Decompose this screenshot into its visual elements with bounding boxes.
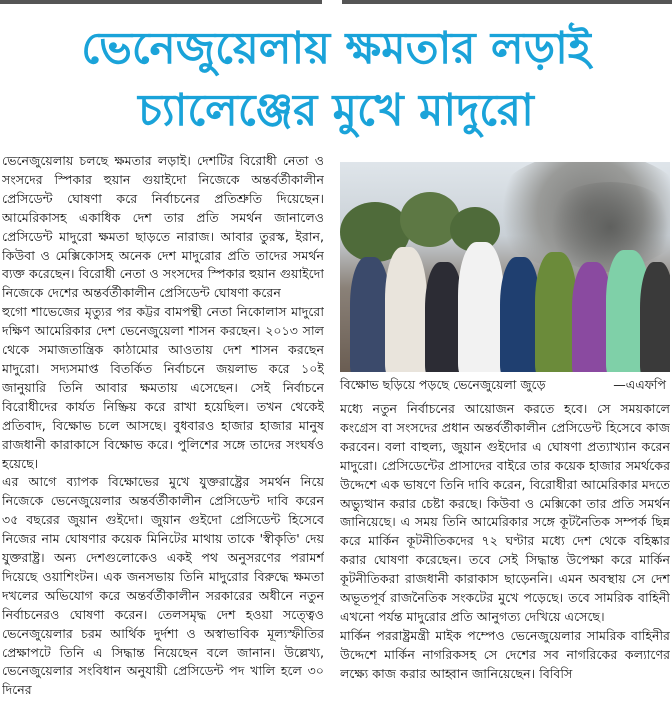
right-column [340,400,670,708]
paragraph: এর আগে ব্যাপক বিক্ষোভের মুখে যুক্তরাষ্ট্রের সমর্থন নিয়ে নিজেকে ভেনেজুয়েলার অন্তর্বর্তীকালীন প্রেসিডেন্ট দাবি করেন ৩৫ বছরের জুয়ান গুইদো। জুয়ান গুইদো প্রেসিডেন্ট হিসেবে নিজের নাম ঘোষণার কয়েক মিনিটের মাথায় তাকে 'স্বীকৃতি' দেয় যুক্তরাষ্ট্র। অন্য দেশগুলোকেও একই পথ অনুসরণের পরামর্শ দিয়েছে ওয়াশিংটন। এক জনসভায় তিনি মাদুরোর বিরুদ্ধে ক্ষমতা দখলের অভিযোগ করে অন্তর্বর্তীকালীন সরকারের অধীনে নতুন নির্বাচনেরও ঘোষণা করেন। তেলসমৃদ্ধ দেশ হওয়া সত্ত্বেও ভেনেজুয়েলার চরম আর্থিক দুর্দশা ও অস্বাভাবিক মূল্যস্ফীতির প্রেক্ষাপটে তিনি এ সিদ্ধান্ত নিয়েছেন বলে জানান। উল্লেখ্য, ভেনেজুয়েলার সংবিধান অনুযায়ী প্রেসিডেন্ট পদ খালি হলে ৩০ দিনের [2,474,324,698]
headline-line-1: ভেনেজুয়েলায় ক্ষমতার লড়াই [81,23,591,74]
left-column [2,152,324,708]
top-rule-left [0,0,322,4]
protester [458,242,504,372]
protest-photo [340,162,670,372]
photo-credit: —এএফপি [613,377,666,392]
headline-line-2: চ্যালেঞ্জের মুখে মাদুরো [138,85,534,136]
top-rule-right [342,0,672,4]
paragraph: হুগো শাভেজের মৃত্যুর পর কট্টর বামপন্থী নেতা নিকোলাস মাদুরো দক্ষিণ আমেরিকার দেশ ভেনেজুয়েলা শাসন করছেন। ২০১৩ সাল থেকে সমাজতান্ত্রিক কাঠামোর আওতায় দেশ শাসন করছেন মাদুরো। সদ্যসমাপ্ত বিতর্কিত নির্বাচনে জয়লাভ করে ১০ই জানুয়ারি তিনি আবার ক্ষমতায় এসেছেন। সেই নির্বাচনে বিরোধীদের কার্যত নিষ্ক্রিয় করে রাখা হয়েছিল। তখন থেকেই প্রতিবাদ, বিক্ষোভ চলে আসছে। বুধবারও হাজার হাজার মানুষ রাজধানী কারাকাসে বিক্ষোভ করে। পুলিশের সঙ্গে তাদের সংঘর্ষও হয়েছে। [2,304,324,471]
protester [385,247,427,372]
protester [500,257,540,372]
paragraph: ভেনেজুয়েলায় চলছে ক্ষমতার লড়াই। দেশটির বিরোধী নেতা ও সংসদের স্পিকার হুয়ান গুয়াইদো নিজেকে অন্তর্বর্তীকালীন প্রেসিডেন্ট ঘোষণা করে নির্বাচনের প্রতিশ্রুতি দিয়েছেন। আমেরিকাসহ একাধিক দেশ তার প্রতি সমর্থন জানালেও প্রেসিডেন্ট মাদুরো ক্ষমতা ছাড়তে নারাজ। আবার তুরস্ক, ইরান, কিউবা ও মেক্সিকোসহ অনেক দেশ মাদুরোর প্রতি তাদের সমর্থন ব্যক্ত করেছেন। বিরোধী নেতা ও সংসদের স্পিকার হুয়ান গুয়াইদো নিজেকে দেশের অন্তর্বর্তীকালীন প্রেসিডেন্ট ঘোষণা করেন [2,153,324,301]
protester [350,257,390,372]
protester [535,252,577,372]
paragraph: মধ্যে নতুন নির্বাচনের আয়োজন করতে হবে। সে সময়কালে কংগ্রেস বা সংসদের প্রধান অন্তর্বর্তীকালীন প্রেসিডেন্ট হিসেবে কাজ করবেন। বলা বাহুল্য, জুয়ান গুইদোর এ ঘোষণা প্রত্যাখ্যান করেন মাদুরো। প্রেসিডেন্টের প্রাসাদের বাইরে তার কয়েক হাজার সমর্থকের উদ্দেশে এক ভাষণে তিনি দাবি করেন, বিরোধীরা আমেরিকার মদতে অভ্যুত্থান করার চেষ্টা করছে। কিউবা ও মেক্সিকো তার প্রতি সমর্থন জানিয়েছে। এ সময় তিনি আমেরিকার সঙ্গে কূটনৈতিক সম্পর্ক ছিন্ন করে মার্কিন কূটনীতিকদের ৭২ ঘণ্টার মধ্যে দেশ থেকে বহিষ্কার করার ঘোষণা করেছেন। তবে সেই সিদ্ধান্ত উপেক্ষা করে মার্কিন কূটনীতিকরা রাজধানী কারাকাস ছাড়েননি। এমন অবস্থায় সে দেশ অভূতপূর্ব রাজনৈতিক সংকটের মুখে পড়েছে। তবে সামরিক বাহিনী এখনো পর্যন্ত মাদুরোর প্রতি আনুগত্য দেখিয়ে এসেছে। [340,401,670,624]
headline [0,20,672,140]
photo-caption [340,376,670,394]
caption-text: বিক্ষোভ ছড়িয়ে পড়ছে ভেনেজুয়েলা জুড়ে [340,377,546,392]
tree [400,192,460,247]
protester [640,262,670,372]
paragraph: মার্কিন পররাষ্ট্রমন্ত্রী মাইক পম্পেও ভেনেজুয়েলার সামরিক বাহিনীর উদ্দেশে মার্কিন নাগরিকসহ সে দেশের সব নাগরিকের কল্যাণের লক্ষ্যে কাজ করার আহ্বান জানিয়েছেন। বিবিসি [340,627,670,681]
